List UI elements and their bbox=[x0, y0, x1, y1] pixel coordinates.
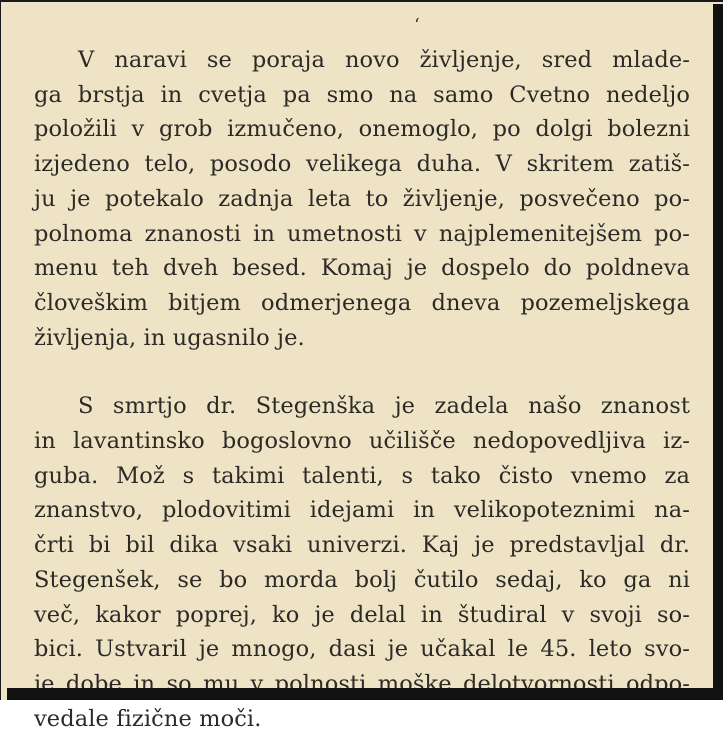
paragraph-1 bbox=[34, 43, 690, 355]
text-line: znanstvo, plodovitimi idejami in velikopoteznimi na- bbox=[34, 497, 690, 524]
text-line: guba. Mož s takimi talenti, s tako čisto vnemo za bbox=[34, 462, 690, 489]
text-line: S smrtjo dr. Stegenška je zadela našo znanost bbox=[78, 393, 690, 420]
text-line: črti bi bil dika vsaki univerzi. Kaj je predstavljal dr. bbox=[34, 532, 690, 559]
text-line: je dobe in so mu v polnosti moške delotvornosti odpo- bbox=[34, 670, 690, 697]
article-text bbox=[34, 43, 690, 736]
text-line: V naravi se poraja novo življenje, sred mlade- bbox=[78, 47, 690, 73]
paper-background bbox=[4, 5, 710, 732]
text-line: več, kakor poprej, ko je delal in študiral v svoji so- bbox=[34, 601, 690, 628]
text-line: vedale fizične moči. bbox=[34, 705, 262, 732]
text-line: izjedeno telo, posodo velikega duha. V skritem zatiš- bbox=[34, 151, 690, 178]
text-line: življenja, in ugasnilo je. bbox=[34, 324, 305, 351]
text-line: menu teh dveh besed. Komaj je dospelo do poldneva bbox=[34, 255, 690, 282]
text-line: človeškim bitjem odmerjenega dneva pozemeljskega bbox=[34, 289, 690, 316]
text-line: ju je potekalo zadnja leta to življenje, posvečeno po- bbox=[34, 185, 690, 212]
paragraph-gap bbox=[34, 355, 690, 389]
text-line: polnoma znanosti in umetnosti v najplemenitejšem po- bbox=[34, 220, 690, 247]
paragraph-2 bbox=[34, 389, 690, 736]
text-line: ga brstja in cvetja pa smo na samo Cvetno nedeljo bbox=[34, 81, 690, 108]
text-line: in lavantinsko bogoslovno učilišče nedopovedljiva iz- bbox=[34, 428, 690, 455]
text-line: bici. Ustvaril je mnogo, dasi je učakal le 45. leto svo- bbox=[34, 636, 690, 663]
margin-mark: ʻ bbox=[414, 15, 420, 36]
text-line: Stegenšek, se bo morda bolj čutilo sedaj, ko ga ni bbox=[34, 566, 690, 593]
text-line: položili v grob izmučeno, onemoglo, po dolgi bolezni bbox=[34, 116, 690, 143]
